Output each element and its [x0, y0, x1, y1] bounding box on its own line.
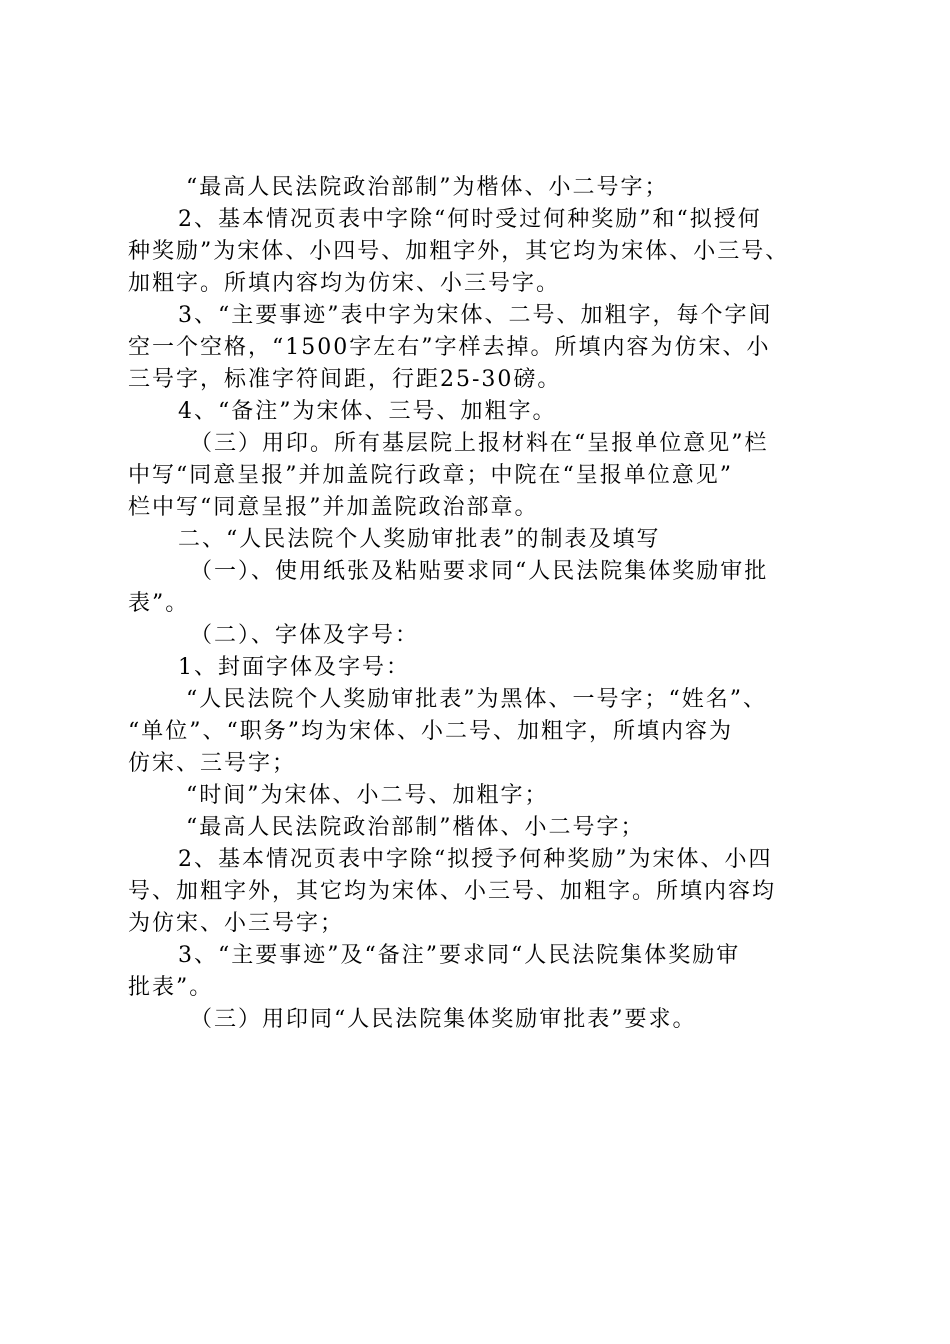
paragraph-line: “单位”、“职务”均为宋体、小二号、加粗字，所填内容为: [128, 719, 733, 744]
paragraph-line: （三）用印。所有基层院上报材料在“呈报单位意见”栏: [190, 431, 769, 456]
paragraph-line: “人民法院个人奖励审批表”为黑体、一号字；“姓名”、: [186, 687, 767, 712]
paragraph-line: 种奖励”为宋体、小四号、加粗字外，其它均为宋体、小三号、: [128, 239, 790, 264]
section-heading: 二、“人民法院个人奖励审批表”的制表及填写: [178, 527, 661, 552]
paragraph-line: （二）、字体及字号：: [190, 623, 420, 648]
paragraph-line: 表”。: [128, 591, 190, 616]
paragraph-line: “最高人民法院政治部制”楷体、小二号字；: [186, 815, 645, 840]
paragraph-line: 仿宋、三号字；: [128, 751, 297, 776]
document-body: [128, 172, 848, 1036]
paragraph-line: 中写“同意呈报”并加盖院行政章；中院在“呈报单位意见”: [128, 463, 733, 488]
paragraph-line: 批表”。: [128, 975, 214, 1000]
paragraph-line: 2、基本情况页表中字除“拟授予何种奖励”为宋体、小四: [178, 847, 773, 872]
paragraph-line: 加粗字。所填内容均为仿宋、小三号字。: [128, 271, 561, 296]
paragraph-line: 空一个空格，“1500字左右”字样去掉。所填内容为仿宋、小: [128, 335, 771, 360]
paragraph-line: “时间”为宋体、小二号、加粗字；: [186, 783, 549, 808]
paragraph-line: 2、基本情况页表中字除“何时受过何种奖励”和“拟授何: [178, 207, 762, 232]
paragraph-line: 3、“主要事迹”表中字为宋体、二号、加粗字，每个字间: [178, 303, 773, 328]
paragraph-line: 号、加粗字外，其它均为宋体、小三号、加粗字。所填内容均: [128, 879, 777, 904]
paragraph-line: （一）、使用纸张及粘贴要求同“人民法院集体奖励审批: [190, 559, 769, 584]
paragraph-line: （三）用印同“人民法院集体奖励审批表”要求。: [190, 1007, 697, 1032]
paragraph-line: 三号字，标准字符间距，行距25-30磅。: [128, 367, 562, 392]
paragraph-line: 栏中写“同意呈报”并加盖院政治部章。: [128, 495, 539, 520]
paragraph-line: “最高人民法院政治部制”为楷体、小二号字；: [186, 175, 669, 200]
paragraph-line: 为仿宋、小三号字；: [128, 911, 345, 936]
paragraph-line: 4、“备注”为宋体、三号、加粗字。: [178, 399, 557, 424]
paragraph-line: 3、“主要事迹”及“备注”要求同“人民法院集体奖励审: [178, 943, 741, 968]
paragraph-line: 1、封面字体及字号：: [178, 655, 410, 680]
